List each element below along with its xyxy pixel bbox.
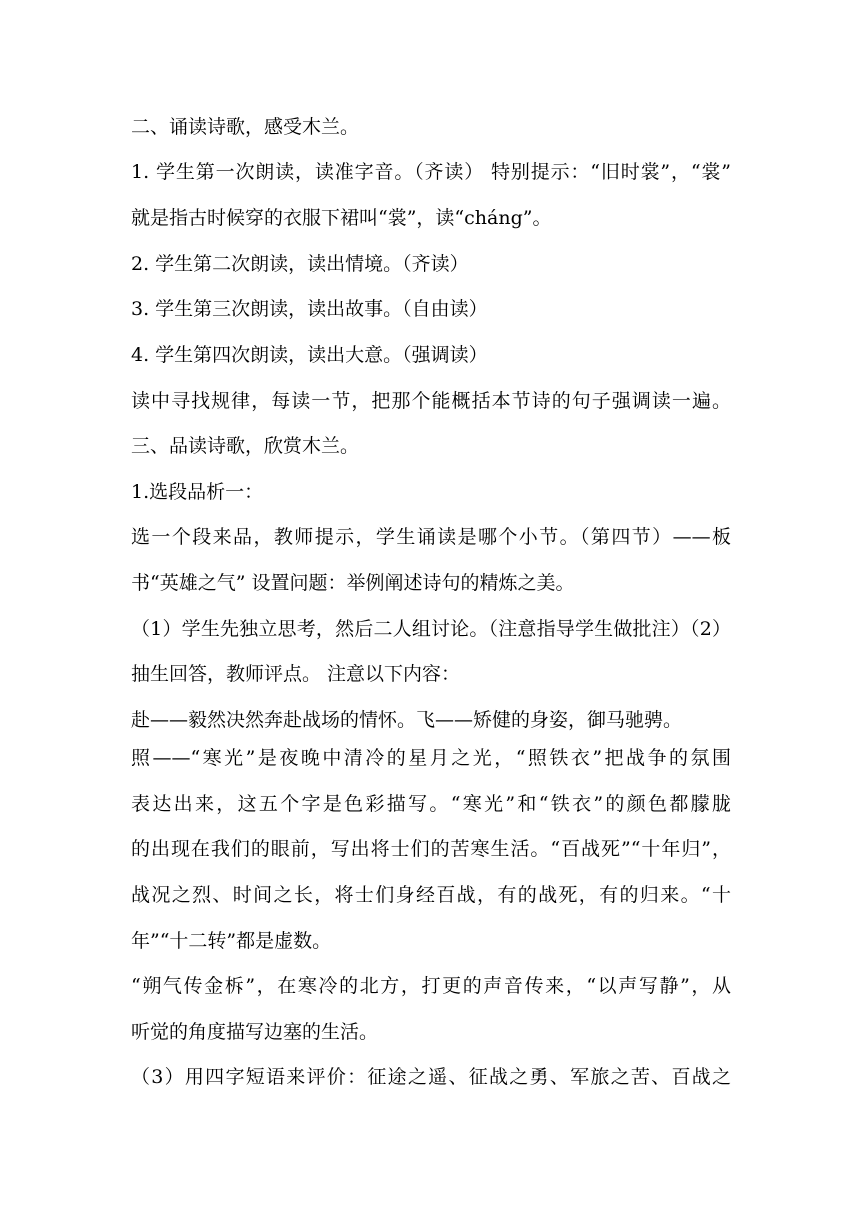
- paragraph-line: 的出现在我们的眼前，写出将士们的苦寒生活。“百战死”“十年归”，: [131, 838, 731, 860]
- section-heading-appreciate: 三、品读诗歌，欣赏木兰。: [131, 435, 360, 457]
- paragraph-line: 选一个段来品，教师提示，学生诵读是哪个小节。（第四节）——板: [131, 526, 731, 548]
- paragraph-line: 照——“寒光”是夜晚中清冷的星月之光，“照铁衣”把战争的氛围: [131, 747, 731, 769]
- paragraph-line: 就是指古时候穿的衣服下裙叫“裳”，读“cháng”。: [131, 207, 552, 229]
- subsection-heading: 1.选段品析一：: [131, 481, 264, 503]
- paragraph-line: 战况之烈、时间之长，将士们身经百战，有的战死，有的归来。“十: [131, 884, 731, 906]
- paragraph-line: 4. 学生第四次朗读，读出大意。（强调读）: [131, 344, 488, 366]
- paragraph-line: （1）学生先独立思考，然后二人组讨论。（注意指导学生做批注）（2）: [131, 618, 731, 640]
- paragraph-line: 1. 学生第一次朗读，读准字音。（齐读） 特别提示：“旧时裳”，“裳”: [131, 161, 731, 183]
- paragraph-line: 2. 学生第二次朗读，读出情境。（齐读）: [131, 253, 469, 275]
- paragraph-line: 3. 学生第三次朗读，读出故事。（自由读）: [131, 298, 488, 320]
- paragraph-line: 抽生回答，教师评点。 注意以下内容：: [131, 663, 461, 685]
- paragraph-line: 赴——毅然决然奔赴战场的情怀。飞——矫健的身姿，御马驰骋。: [131, 709, 683, 731]
- paragraph-line: （3）用四字短语来评价：征途之遥、征战之勇、军旅之苦、百战之: [131, 1066, 731, 1088]
- section-heading-recite: 二、诵读诗歌，感受木兰。: [131, 116, 360, 138]
- paragraph-line: “朔气传金柝”，在寒冷的北方，打更的声音传来，“以声写静”，从: [131, 975, 731, 997]
- paragraph-line: 书“英雄之气” 设置问题：举例阐述诗句的精炼之美。: [131, 572, 575, 594]
- paragraph-line: 听觉的角度描写边塞的生活。: [131, 1021, 379, 1043]
- paragraph-line: 年”“十二转”都是虚数。: [131, 930, 332, 952]
- paragraph-line: 表达出来，这五个字是色彩描写。“寒光”和“铁衣”的颜色都朦胧: [131, 793, 731, 815]
- paragraph-line: 读中寻找规律，每读一节，把那个能概括本节诗的句子强调读一遍。: [131, 390, 731, 412]
